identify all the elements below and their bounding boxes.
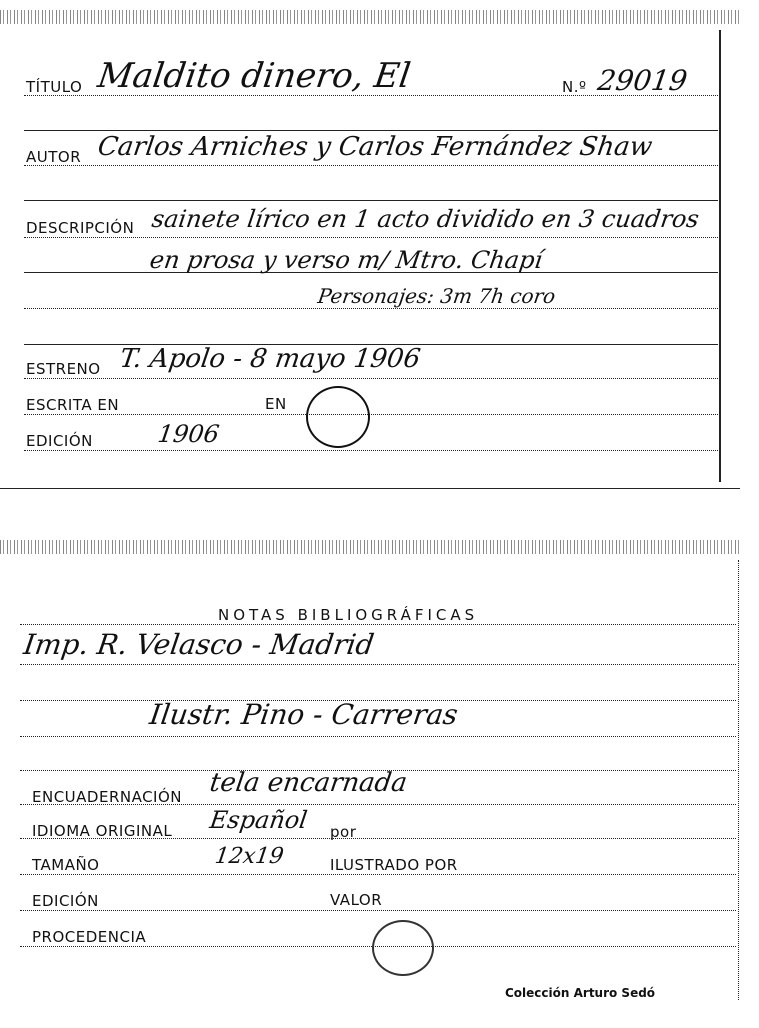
descripcion-line-2: en prosa y verso m/ Mtro. Chapí <box>148 246 545 274</box>
round-stamp <box>372 920 434 976</box>
card-edge <box>738 560 740 1000</box>
ruled-line <box>24 130 718 131</box>
ruled-line <box>24 165 718 166</box>
descripcion-line-1: sainete lírico en 1 acto dividido en 3 cuadros <box>150 205 701 233</box>
por-label: por <box>330 823 357 841</box>
ruled-line <box>24 378 718 379</box>
edicion-label: EDICIÓN <box>32 892 99 910</box>
ruled-line <box>24 237 718 238</box>
numero-label: N.º <box>562 78 587 96</box>
titulo-value: Maldito dinero, El <box>95 56 414 96</box>
ruled-line <box>20 736 736 737</box>
notas-line-1: Imp. R. Velasco - Madrid <box>21 628 377 661</box>
encuadernacion-value: tela encarnada <box>207 768 410 798</box>
ruled-line <box>24 414 718 415</box>
estreno-value: T. Apolo - 8 mayo 1906 <box>117 344 423 374</box>
ilustrado-label: ILUSTRADO POR <box>330 856 458 874</box>
tamano-value: 12x19 <box>213 844 286 869</box>
idioma-value: Español <box>208 806 310 834</box>
ruled-line <box>24 308 718 309</box>
card-edge <box>719 30 721 482</box>
descripcion-label: DESCRIPCIÓN <box>26 219 135 237</box>
estreno-label: ESTRENO <box>26 360 101 378</box>
ruled-line <box>20 874 736 875</box>
catalog-card-front <box>0 0 742 492</box>
ruled-line <box>20 664 736 665</box>
round-stamp <box>306 386 370 448</box>
procedencia-label: PROCEDENCIA <box>32 928 147 946</box>
escrita-en-label: ESCRITA EN <box>26 396 120 414</box>
titulo-label: TÍTULO <box>26 78 83 96</box>
catalog-card-back <box>0 540 742 1028</box>
ruled-line <box>24 450 718 451</box>
ruled-line <box>24 200 718 201</box>
scan-noise <box>0 10 742 24</box>
encuadernacion-label: ENCUADERNACIÓN <box>32 788 183 806</box>
card-bottom-edge <box>0 488 740 489</box>
edicion-value: 1906 <box>156 420 222 448</box>
notas-title: NOTAS BIBLIOGRÁFICAS <box>218 606 479 624</box>
edicion-label: EDICIÓN <box>26 432 93 450</box>
descripcion-line-3: Personajes: 3m 7h coro <box>316 284 558 308</box>
tamano-label: TAMAÑO <box>32 856 100 874</box>
idioma-label: IDIOMA ORIGINAL <box>32 822 173 840</box>
autor-value: Carlos Arniches y Carlos Fernández Shaw <box>95 132 655 162</box>
valor-label: VALOR <box>330 891 383 909</box>
ruled-line <box>20 910 736 911</box>
notas-line-2: Ilustr. Pino - Carreras <box>147 698 460 731</box>
en-label: EN <box>265 395 287 413</box>
scan-noise <box>0 540 742 554</box>
ruled-line <box>20 624 736 625</box>
collection-credit: Colección Arturo Sedó <box>505 986 656 1000</box>
numero-value: 29019 <box>595 64 690 97</box>
autor-label: AUTOR <box>26 148 82 166</box>
